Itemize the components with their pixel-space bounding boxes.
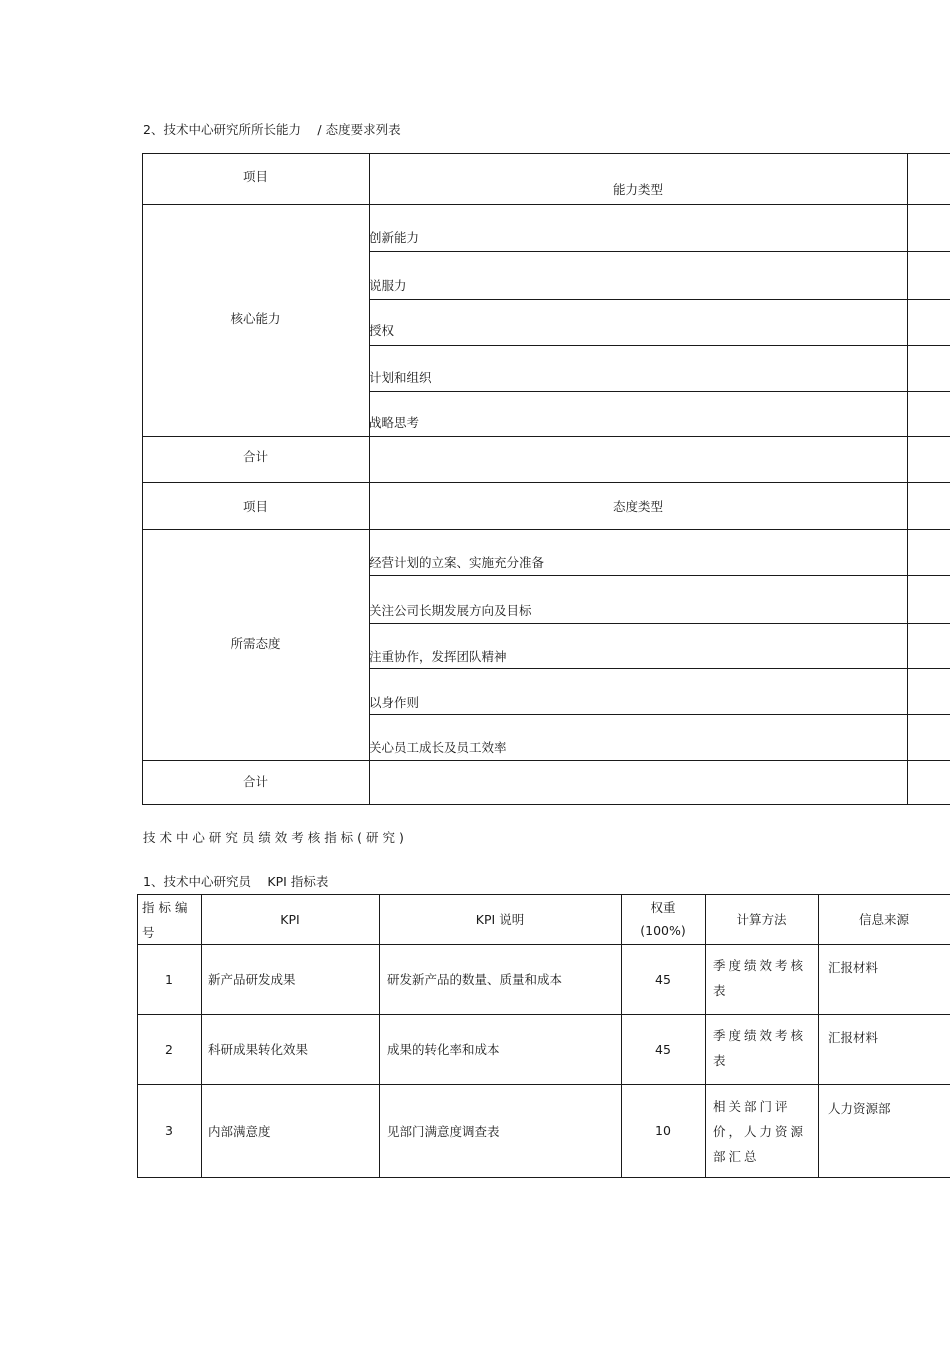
kpi-row-weight: 45 [655,1041,671,1057]
header-weight-line2: (100%) [640,923,686,938]
attitude-label: 所需态度 [230,636,281,651]
header-no-line2: 号 [142,925,155,940]
section-title: 2、技术中心研究所所长能力 / 态度要求列表 [143,122,401,137]
header-ability-type: 能力类型 [612,182,663,197]
kpi-row-desc: 研发新产品的数量、质量和成本 [387,972,563,987]
header-no-line1: 指 标 编 [142,900,188,915]
kpi-row-desc: 成果的转化率和成本 [387,1042,500,1057]
kpi-row-method: 季度绩效考核表 [713,958,807,998]
kpi-row-method: 相关部门评价，人力资源部汇总 [713,1099,807,1164]
kpi-table-title: 1、技术中心研究员 KPI 指标表 [143,874,329,889]
attitude-item: 以身作则 [369,695,420,710]
header-attitude-type: 态度类型 [612,498,663,514]
kpi-row-source: 汇报材料 [828,1030,879,1045]
kpi-row-weight: 45 [655,971,671,987]
kpi-row-kpi: 新产品研发成果 [208,972,296,987]
kpi-row-weight: 10 [655,1123,671,1138]
ability-item: 计划和组织 [369,370,432,385]
header-item: 项目 [242,169,268,184]
attitude-item: 关心员工成长及员工效率 [369,740,507,755]
kpi-row-no: 2 [165,1041,173,1057]
total-label: 合计 [242,774,268,789]
header2-item: 项目 [242,498,268,514]
header-method: 计算方法 [736,912,787,927]
attitude-item: 经营计划的立案、实施充分准备 [369,555,545,570]
header-kpi: KPI [280,911,300,927]
ability-item: 说服力 [369,278,407,293]
ability-item: 授权 [369,323,395,338]
header-source: 信息来源 [858,912,909,927]
kpi-row-source: 汇报材料 [828,960,879,975]
header-kpi-desc: KPI 说明 [475,912,525,927]
header-weight-line1: 权重 [650,900,676,915]
kpi-row-method: 季度绩效考核表 [713,1028,807,1068]
kpi-row-source: 人力资源部 [828,1101,891,1116]
kpi-row-no: 1 [165,971,173,987]
ability-item: 创新能力 [369,230,420,245]
kpi-row-no: 3 [165,1123,173,1138]
kpi-row-kpi: 科研成果转化效果 [208,1042,309,1057]
kpi-row-desc: 见部门满意度调查表 [387,1123,500,1139]
kpi-heading: 技 术 中 心 研 究 员 绩 效 考 核 指 标 ( 研 究 ) [143,830,404,845]
ability-item: 战略思考 [369,415,420,430]
core-ability-label: 核心能力 [230,311,281,326]
attitude-item: 注重协作，发挥团队精神 [369,649,507,664]
total-label: 合计 [242,449,268,464]
kpi-row-kpi: 内部满意度 [208,1123,271,1139]
attitude-item: 关注公司长期发展方向及目标 [369,603,532,618]
